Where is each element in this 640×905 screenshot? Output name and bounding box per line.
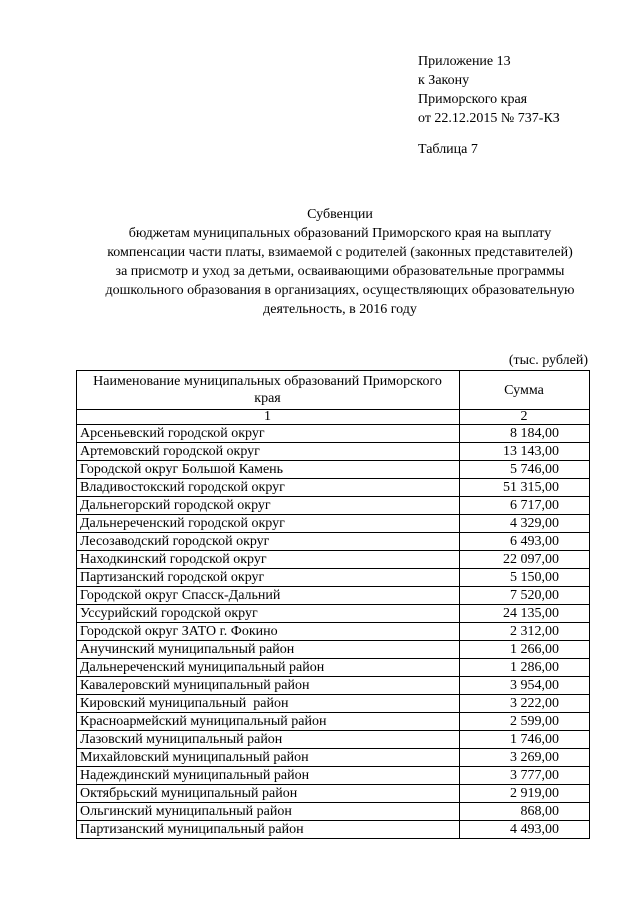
table-row <box>77 443 590 461</box>
subvention-amount: 6 717,00 <box>460 497 590 515</box>
municipality-name: Городской округ Большой Камень <box>77 461 460 479</box>
subvention-amount: 51 315,00 <box>460 479 590 497</box>
municipality-name: Находкинский городской округ <box>77 551 460 569</box>
municipality-name: Дальнегорский городской округ <box>77 497 460 515</box>
municipality-name: Партизанский муниципальный район <box>77 821 460 839</box>
table-row <box>77 749 590 767</box>
table-row <box>77 659 590 677</box>
table-row <box>77 713 590 731</box>
municipality-name: Арсеньевский городской округ <box>77 425 460 443</box>
column-number-2: 2 <box>460 410 590 425</box>
table-row <box>77 695 590 713</box>
municipality-name: Артемовский городской округ <box>77 443 460 461</box>
subvention-amount: 6 493,00 <box>460 533 590 551</box>
appendix-line: Приморского края <box>418 92 528 107</box>
column-number-1: 1 <box>77 410 460 425</box>
subvention-amount: 3 777,00 <box>460 767 590 785</box>
table-row <box>77 533 590 551</box>
document-heading <box>60 205 620 319</box>
subvention-amount: 3 269,00 <box>460 749 590 767</box>
heading-line: компенсации части платы, взимаемой с родителей (законных представителей) <box>107 245 573 260</box>
subvention-amount: 13 143,00 <box>460 443 590 461</box>
municipality-name: Октябрьский муниципальный район <box>77 785 460 803</box>
subvention-amount: 5 150,00 <box>460 569 590 587</box>
municipality-name: Анучинский муниципальный район <box>77 641 460 659</box>
subvention-amount: 4 493,00 <box>460 821 590 839</box>
heading-line: дошкольного образования в организациях, осуществляющих образовательную <box>105 283 575 298</box>
municipality-name: Городской округ ЗАТО г. Фокино <box>77 623 460 641</box>
heading-line: бюджетам муниципальных образований Приморского края на выплату <box>128 226 552 241</box>
subvention-amount: 1 746,00 <box>460 731 590 749</box>
table-row <box>77 497 590 515</box>
table-row <box>77 785 590 803</box>
appendix-line: к Закону <box>418 73 470 88</box>
table-row <box>77 479 590 497</box>
table-row <box>77 821 590 839</box>
municipality-name: Лазовский муниципальный район <box>77 731 460 749</box>
municipality-name: Дальнереченский городской округ <box>77 515 460 533</box>
heading-title: Субвенции <box>307 207 373 222</box>
table-row <box>77 461 590 479</box>
appendix-line: от 22.12.2015 № 737-КЗ <box>418 111 560 126</box>
municipality-name: Ольгинский муниципальный район <box>77 803 460 821</box>
table-row <box>77 731 590 749</box>
table-row <box>77 587 590 605</box>
table-row <box>77 605 590 623</box>
appendix-line: Приложение 13 <box>418 54 511 69</box>
heading-line: за присмотр и уход за детьми, осваивающими образовательные программы <box>115 264 565 279</box>
table-row <box>77 551 590 569</box>
municipality-name: Надеждинский муниципальный район <box>77 767 460 785</box>
municipality-name: Городской округ Спасск-Дальний <box>77 587 460 605</box>
subvention-amount: 7 520,00 <box>460 587 590 605</box>
table-row <box>77 515 590 533</box>
municipality-name: Партизанский городской округ <box>77 569 460 587</box>
subvention-amount: 22 097,00 <box>460 551 590 569</box>
subvention-amount: 1 286,00 <box>460 659 590 677</box>
municipality-name: Михайловский муниципальный район <box>77 749 460 767</box>
subvention-amount: 5 746,00 <box>460 461 590 479</box>
table-row <box>77 569 590 587</box>
subvention-amount: 2 919,00 <box>460 785 590 803</box>
municipality-name: Лесозаводский городской округ <box>77 533 460 551</box>
municipality-name: Уссурийский городской округ <box>77 605 460 623</box>
units-label: (тыс. рублей) <box>508 353 588 368</box>
appendix-block <box>418 52 560 128</box>
municipality-name: Дальнереченский муниципальный район <box>77 659 460 677</box>
table-row <box>77 803 590 821</box>
subvention-amount: 2 599,00 <box>460 713 590 731</box>
subvention-amount: 3 222,00 <box>460 695 590 713</box>
table-row <box>77 641 590 659</box>
heading-line: деятельность, в 2016 году <box>263 302 417 317</box>
header-sum: Сумма <box>460 371 590 410</box>
subvention-amount: 4 329,00 <box>460 515 590 533</box>
subvention-amount: 24 135,00 <box>460 605 590 623</box>
column-number-row <box>77 410 590 425</box>
table-row <box>77 623 590 641</box>
table-row <box>77 767 590 785</box>
table-number: Таблица 7 <box>418 142 478 157</box>
subvention-amount: 868,00 <box>460 803 590 821</box>
municipality-name: Красноармейский муниципальный район <box>77 713 460 731</box>
subvention-amount: 1 266,00 <box>460 641 590 659</box>
table-body <box>77 425 590 839</box>
table-row <box>77 425 590 443</box>
subvention-amount: 8 184,00 <box>460 425 590 443</box>
table-row <box>77 677 590 695</box>
municipality-name: Владивостокский городской округ <box>77 479 460 497</box>
subvention-amount: 2 312,00 <box>460 623 590 641</box>
header-name: Наименование муниципальных образований Приморского края <box>77 371 460 410</box>
subvention-amount: 3 954,00 <box>460 677 590 695</box>
table-header-row <box>77 371 590 410</box>
municipality-name: Кавалеровский муниципальный район <box>77 677 460 695</box>
municipality-name: Кировский муниципальный район <box>77 695 460 713</box>
subventions-table <box>76 370 590 839</box>
